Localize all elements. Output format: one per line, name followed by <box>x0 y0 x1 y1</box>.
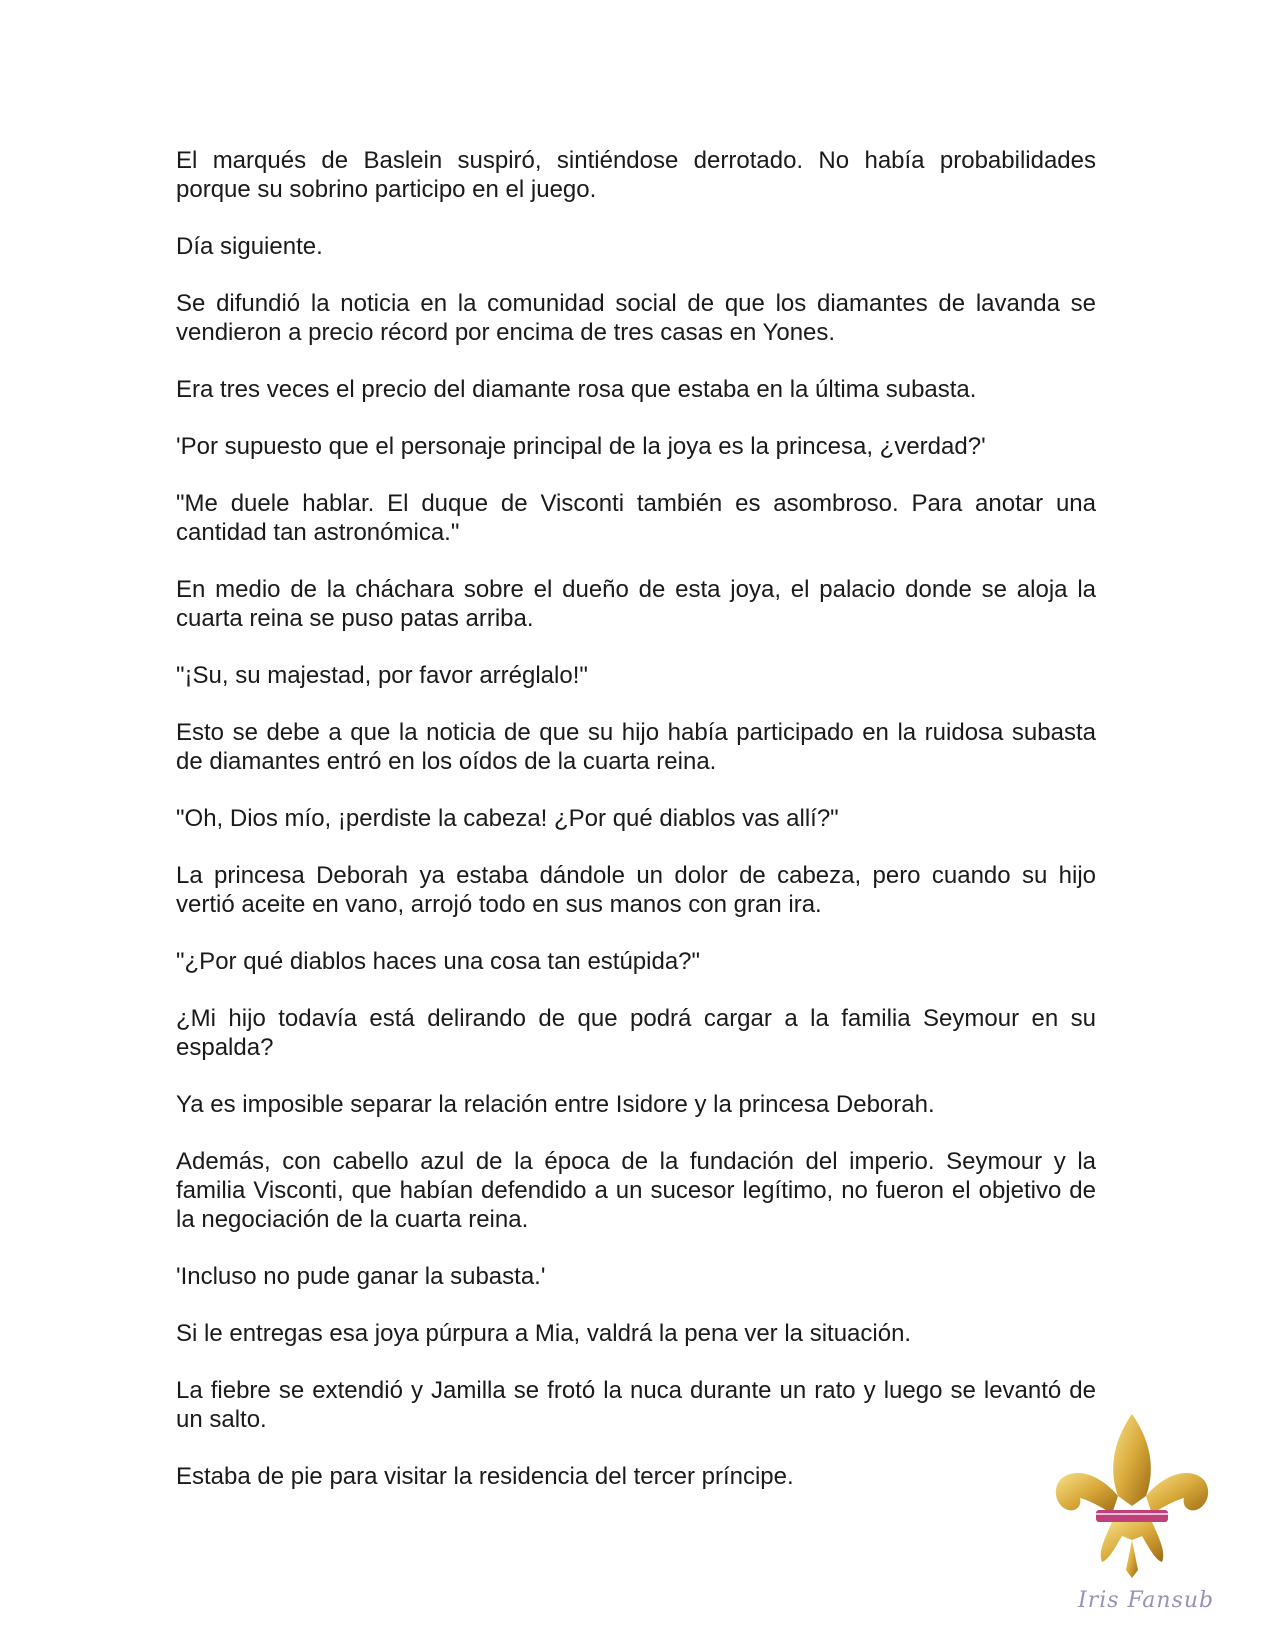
paragraph: Esto se debe a que la noticia de que su hijo había participado en la ruidosa subasta de diamantes entró en los oídos de la cuarta reina. <box>176 719 1096 775</box>
paragraph: Además, con cabello azul de la época de la fundación del imperio. Seymour y la familia Visconti, que habían defendido a un sucesor legítimo, no fueron el objetivo de la negociación de la cuarta reina. <box>176 1148 1096 1233</box>
paragraph: La princesa Deborah ya estaba dándole un dolor de cabeza, pero cuando su hijo vertió aceite en vano, arrojó todo en sus manos con gran ira. <box>176 862 1096 918</box>
watermark-logo <box>1052 1410 1212 1610</box>
paragraph: "¿Por qué diablos haces una cosa tan estúpida?" <box>176 948 701 975</box>
paragraph: Ya es imposible separar la relación entre Isidore y la princesa Deborah. <box>176 1091 935 1118</box>
paragraph: El marqués de Baslein suspiró, sintiéndose derrotado. No había probabilidades porque su sobrino participo en el juego. <box>176 147 1096 203</box>
paragraph: En medio de la cháchara sobre el dueño de esta joya, el palacio donde se aloja la cuarta reina se puso patas arriba. <box>176 576 1096 632</box>
paragraph: Día siguiente. <box>176 233 323 260</box>
paragraph: Se difundió la noticia en la comunidad social de que los diamantes de lavanda se vendieron a precio récord por encima de tres casas en Yones. <box>176 290 1096 346</box>
paragraph: Estaba de pie para visitar la residencia del tercer príncipe. <box>176 1463 794 1490</box>
paragraph: 'Incluso no pude ganar la subasta.' <box>176 1263 546 1290</box>
paragraph: ¿Mi hijo todavía está delirando de que podrá cargar a la familia Seymour en su espalda? <box>176 1005 1096 1061</box>
paragraph: "¡Su, su majestad, por favor arréglalo!" <box>176 662 588 689</box>
paragraph: Era tres veces el precio del diamante rosa que estaba en la última subasta. <box>176 376 977 403</box>
fansub-signature: Iris Fansub <box>1078 1588 1215 1613</box>
document-body <box>176 146 1096 1519</box>
paragraph: Si le entregas esa joya púrpura a Mia, valdrá la pena ver la situación. <box>176 1320 912 1347</box>
paragraph: La fiebre se extendió y Jamilla se frotó la nuca durante un rato y luego se levantó de un salto. <box>176 1377 1096 1433</box>
paragraph: "Me duele hablar. El duque de Visconti también es asombroso. Para anotar una cantidad tan astronómica." <box>176 490 1096 546</box>
paragraph: "Oh, Dios mío, ¡perdiste la cabeza! ¿Por qué diablos vas allí?" <box>176 805 839 832</box>
fleur-de-lis-icon <box>1052 1410 1212 1582</box>
paragraph: 'Por supuesto que el personaje principal de la joya es la princesa, ¿verdad?' <box>176 433 986 460</box>
